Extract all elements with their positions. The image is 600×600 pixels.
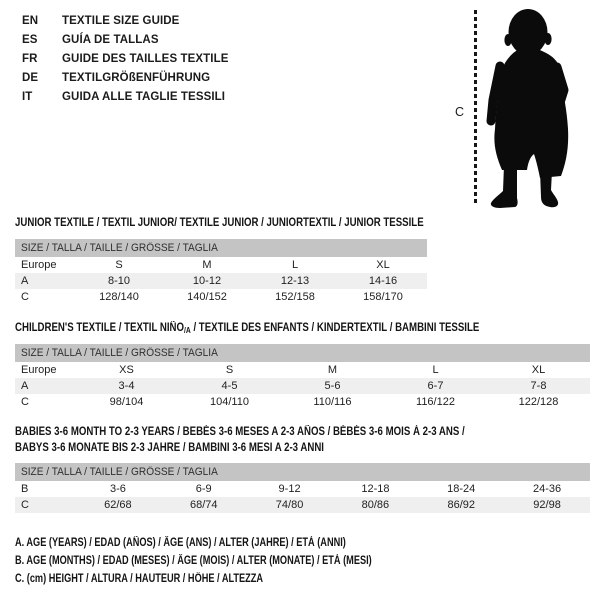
height-cell: 62/68: [104, 499, 132, 511]
children-title-text: / TEXTILE DES ENFANTS / KINDERTEXTIL / BAMBINI TESSILE: [190, 322, 480, 334]
silhouette-ear-right: [544, 33, 551, 45]
height-cell: 98/104: [109, 396, 144, 408]
height-cell: 128/140: [99, 291, 139, 303]
size-header-text: SIZE / TALLA / TAILLE / GRÖSSE / TAGLIA: [21, 466, 218, 478]
row-label: Europe: [21, 259, 57, 271]
height-cell: 104/110: [210, 396, 249, 408]
height-cell: 110/116: [313, 396, 352, 408]
size-cell: S: [225, 364, 234, 376]
language-code: ES: [22, 33, 38, 46]
age-cell: 3-6: [109, 483, 126, 495]
age-cell: 7-8: [530, 380, 547, 392]
language-row: [22, 87, 229, 106]
height-cell: 152/158: [275, 291, 315, 303]
height-cell: 68/74: [189, 499, 218, 511]
size-header-text: SIZE / TALLA / TAILLE / GRÖSSE / TAGLIA: [21, 242, 218, 254]
size-header-text: SIZE / TALLA / TAILLE / GRÖSSE / TAGLIA: [21, 347, 218, 359]
footnote-age-years: A. AGE (YEARS) / EDAD (AÑOS) / ÂGE (ANS) / ALTER (JAHRE) / ETÀ (ANNI): [15, 537, 346, 549]
table-row: [15, 394, 590, 410]
junior-size-table: [15, 239, 427, 305]
children-title-text: CHILDREN'S TEXTILE / TEXTIL NIÑO: [15, 322, 185, 334]
size-cell: M: [327, 364, 338, 376]
row-label: Europe: [21, 364, 57, 376]
silhouette-ear-left: [504, 34, 511, 46]
age-cell: 9-12: [278, 483, 301, 495]
language-row: [22, 49, 229, 68]
age-cell: 6-9: [195, 483, 212, 495]
language-code: FR: [22, 52, 38, 65]
babies-title-line-2: BABYS 3-6 MONATE BIS 2-3 JAHRE / BAMBINI 3-6 MESI A 2-3 ANNI: [15, 442, 324, 454]
silhouette-head: [509, 9, 548, 55]
language-row: [22, 30, 229, 49]
table-row: [15, 378, 590, 394]
babies-table-title: [15, 424, 465, 456]
age-cell: 12-18: [361, 483, 390, 495]
silhouette-leg-left: [491, 165, 518, 208]
size-header-bar: [15, 344, 590, 362]
size-header-bar: [15, 239, 427, 257]
legend-footnotes: [15, 534, 461, 588]
babies-title-line-1: BABIES 3-6 MONTH TO 2-3 YEARS / BEBÉS 3-6 MESES A 2-3 AÑOS / BÉBÉS 3-6 MOIS À 2-3 ANS /: [15, 426, 465, 438]
row-label: A: [21, 275, 29, 287]
size-cell: XL: [531, 364, 546, 376]
age-cell: 6-7: [427, 380, 444, 392]
table-row: [15, 289, 427, 305]
height-cell: 140/152: [187, 291, 227, 303]
language-code: EN: [22, 14, 39, 27]
age-cell: 14-16: [368, 275, 398, 287]
age-cell: 24-36: [532, 483, 562, 495]
row-label: B: [21, 483, 29, 495]
row-label: C: [21, 499, 29, 511]
children-size-table: [15, 344, 590, 410]
children-title-subscript: /A: [184, 326, 191, 335]
language-code: IT: [22, 90, 33, 103]
size-header-bar: [15, 463, 590, 481]
size-cell: L: [291, 259, 299, 271]
height-cell: 116/122: [416, 396, 455, 408]
age-cell: 8-10: [107, 275, 131, 287]
row-label: C: [21, 291, 29, 303]
language-code: DE: [22, 71, 39, 84]
table-row: [15, 362, 590, 378]
language-row: [22, 11, 229, 30]
footnote-age-months: B. AGE (MONTHS) / EDAD (MESES) / ÂGE (MOIS) / ALTER (MONATE) / ETÀ (MESI): [15, 555, 372, 567]
age-cell: 18-24: [447, 483, 476, 495]
height-cell: 158/170: [363, 291, 403, 303]
size-cell: XL: [376, 259, 390, 271]
age-cell: 4-5: [221, 380, 238, 392]
height-cell: 92/98: [533, 499, 561, 511]
toddler-silhouette-image: [483, 5, 583, 212]
language-title: GUÍA DE TALLAS: [62, 33, 159, 46]
language-title-list: [22, 11, 229, 106]
height-measure-dashed-line: [474, 10, 477, 206]
height-measure-label: C: [455, 105, 465, 119]
language-title: GUIDE DES TAILLES TEXTILE: [62, 52, 229, 65]
language-row: [22, 68, 229, 87]
age-cell: 10-12: [192, 275, 222, 287]
footnote-height-cm: C. (cm) HEIGHT / ALTURA / HAUTEUR / HÖHE / ALTEZZA: [15, 573, 264, 585]
language-title: GUIDA ALLE TAGLIE TESSILI: [62, 90, 226, 103]
children-table-title: [15, 322, 479, 335]
age-cell: 12-13: [280, 275, 310, 287]
table-row: [15, 257, 427, 273]
age-cell: 5-6: [324, 380, 341, 392]
height-cell: 80/86: [361, 499, 390, 511]
size-cell: XS: [119, 364, 134, 376]
row-label: A: [21, 380, 29, 392]
junior-table-title: JUNIOR TEXTILE / TEXTIL JUNIOR/ TEXTILE JUNIOR / JUNIORTEXTIL / JUNIOR TESSILE: [15, 217, 424, 229]
table-row: [15, 497, 590, 513]
height-cell: 86/92: [447, 499, 475, 511]
language-title: TEXTILE SIZE GUIDE: [62, 14, 180, 27]
height-cell: 74/80: [275, 499, 304, 511]
size-cell: M: [202, 259, 212, 271]
table-row: [15, 481, 590, 497]
babies-size-table: [15, 463, 590, 513]
size-cell: S: [115, 259, 123, 271]
language-title: TEXTILGRÖßENFÜHRUNG: [62, 71, 211, 84]
table-row: [15, 273, 427, 289]
size-cell: L: [432, 364, 439, 376]
age-cell: 3-4: [118, 380, 135, 392]
height-cell: 122/128: [518, 396, 559, 408]
row-label: C: [21, 396, 29, 408]
